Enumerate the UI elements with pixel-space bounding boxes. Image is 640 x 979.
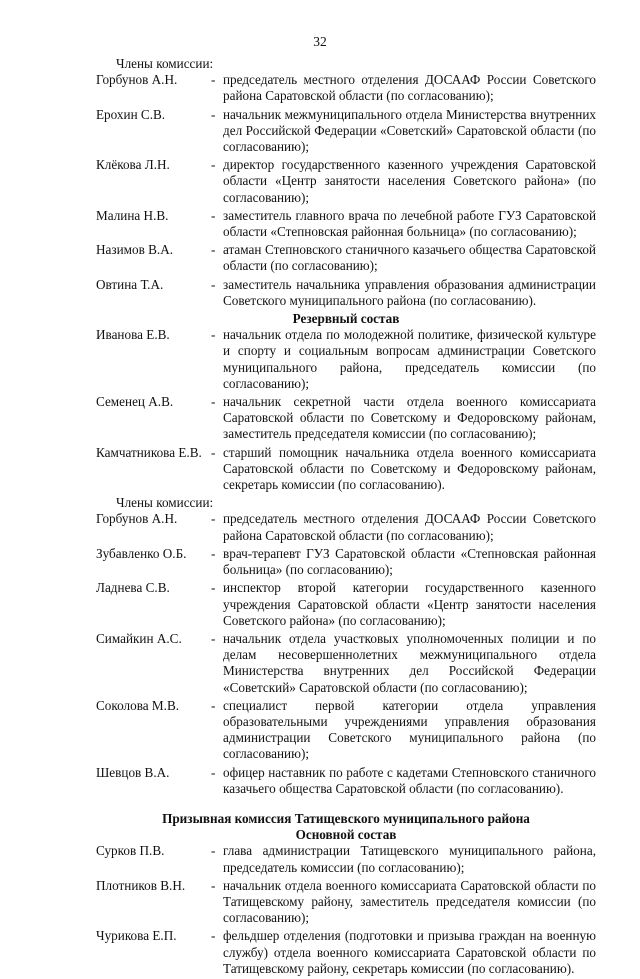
member-entry bbox=[96, 580, 596, 629]
dash-separator: - bbox=[211, 928, 216, 944]
member-position: специалист первой категории отдела управления образовательными учреждениями управления образования администрации Советского муниципального района (по согласованию); bbox=[223, 697, 596, 762]
member-entry bbox=[96, 242, 596, 274]
member-name: Плотников В.Н. bbox=[96, 877, 186, 893]
main-composition-list bbox=[96, 843, 596, 977]
member-entry bbox=[96, 511, 596, 543]
reserve-list bbox=[96, 327, 596, 493]
members-label: Члены комиссии: bbox=[116, 56, 214, 71]
dash-separator: - bbox=[211, 157, 216, 173]
dash-separator: - bbox=[211, 697, 216, 713]
member-name: Горбунов А.Н. bbox=[96, 511, 178, 527]
member-name: Камчатникова Е.В. bbox=[96, 444, 202, 460]
member-name: Ладнева С.В. bbox=[96, 580, 170, 596]
member-name: Семенец А.В. bbox=[96, 394, 174, 410]
reserve-heading: Резервный состав bbox=[292, 311, 400, 327]
dash-separator: - bbox=[211, 327, 216, 343]
member-position: врач-терапевт ГУЗ Саратовской области «Степновская районная больница» (по согласованию); bbox=[223, 545, 596, 578]
dash-separator: - bbox=[211, 545, 216, 561]
section-subtitle: Основной состав bbox=[295, 827, 397, 843]
member-name: Малина Н.В. bbox=[96, 207, 169, 223]
member-entry bbox=[96, 107, 596, 156]
member-position: старший помощник начальника отдела военного комиссариата Саратовской области по Советскому и Федоровскому районам, секретарь комиссии (по согласованию). bbox=[223, 444, 596, 493]
member-name: Шевцов В.А. bbox=[96, 764, 170, 780]
member-position: начальник отдела участковых уполномоченных полиции и по делам несовершеннолетних межмуниципального отдела Министерства внутренних дел Российской Федерации «Советский» Саратовской области (по согласованию); bbox=[223, 630, 596, 695]
member-entry bbox=[96, 208, 596, 240]
dash-separator: - bbox=[211, 394, 216, 410]
dash-separator: - bbox=[211, 72, 216, 88]
dash-separator: - bbox=[211, 764, 216, 780]
member-name: Клёкова Л.Н. bbox=[96, 157, 170, 173]
member-entry bbox=[96, 843, 596, 875]
member-position: инспектор второй категории государственного казенного учреждения Саратовской области «Центр занятости населения Советского района» (по согласованию); bbox=[223, 580, 596, 628]
page-number: 32 bbox=[313, 34, 327, 49]
member-name: Сурков П.В. bbox=[96, 843, 165, 859]
member-position: глава администрации Татищевского муниципального района, председатель комиссии (по согласованию); bbox=[223, 843, 596, 875]
member-entry bbox=[96, 546, 596, 578]
member-name: Горбунов А.Н. bbox=[96, 72, 178, 88]
document-content bbox=[96, 56, 596, 979]
member-name: Назимов В.А. bbox=[96, 242, 174, 258]
member-position: начальник отдела по молодежной политике, физической культуре и спорту и социальным вопросам администрации Советского муниципального района, председатель комиссии (по согласованию); bbox=[223, 327, 596, 391]
member-entry bbox=[96, 928, 596, 977]
dash-separator: - bbox=[211, 877, 216, 893]
dash-separator: - bbox=[211, 276, 216, 292]
member-entry bbox=[96, 72, 596, 104]
member-position: офицер наставник по работе с кадетами Степновского станичного казачьего общества Саратовской области (по согласованию). bbox=[223, 764, 596, 796]
member-name: Ерохин С.В. bbox=[96, 106, 166, 122]
member-name: Зубавленко О.Б. bbox=[96, 545, 187, 561]
member-entry bbox=[96, 327, 596, 392]
member-position: начальник межмуниципального отдела Министерства внутренних дел Российской Федерации «Советский» Саратовской области (по согласованию); bbox=[223, 106, 596, 155]
member-entry bbox=[96, 698, 596, 763]
member-position: председатель местного отделения ДОСААФ России Советского района Саратовской области (по согласованию); bbox=[223, 72, 596, 104]
dash-separator: - bbox=[211, 580, 216, 596]
dash-separator: - bbox=[211, 242, 216, 258]
dash-separator: - bbox=[211, 444, 216, 460]
member-position: начальник отдела военного комиссариата Саратовской области по Татищевскому району, заместитель председателя комиссии (по согласованию); bbox=[223, 877, 596, 926]
member-position: заместитель начальника управления образования администрации Советского муниципального района (по согласованию). bbox=[223, 276, 596, 308]
dash-separator: - bbox=[211, 511, 216, 527]
member-entry bbox=[96, 277, 596, 309]
member-entry bbox=[96, 878, 596, 927]
reserve-members-label: Члены комиссии: bbox=[116, 495, 214, 511]
member-position: директор государственного казенного учреждения Саратовской области «Центр занятости населения Советского района» (по согласованию); bbox=[223, 157, 596, 205]
dash-separator: - bbox=[211, 106, 216, 122]
members-list bbox=[96, 72, 596, 309]
member-position: фельдшер отделения (подготовки и призыва граждан на военную службу) отдела военного комиссариата Саратовской области по Татищевскому району, секретарь комиссии (по согласованию). bbox=[223, 928, 596, 976]
member-name: Овтина Т.А. bbox=[96, 276, 164, 292]
member-entry bbox=[96, 765, 596, 797]
member-entry bbox=[96, 631, 596, 696]
member-entry bbox=[96, 445, 596, 494]
member-name: Чурикова Е.П. bbox=[96, 928, 177, 944]
member-entry bbox=[96, 157, 596, 206]
member-position: начальник секретной части отдела военного комиссариата Саратовской области по Советскому и Федоровскому районам, заместитель председателя комиссии (по согласованию); bbox=[223, 394, 596, 442]
member-name: Иванова Е.В. bbox=[96, 327, 170, 343]
dash-separator: - bbox=[211, 207, 216, 223]
dash-separator: - bbox=[211, 843, 216, 859]
section-title: Призывная комиссия Татищевского муниципального района bbox=[162, 810, 530, 826]
member-position: заместитель главного врача по лечебной работе ГУЗ Саратовской области «Степновская районная больница» (по согласованию); bbox=[223, 207, 596, 240]
member-name: Соколова М.В. bbox=[96, 697, 180, 713]
reserve-members-list bbox=[96, 511, 596, 796]
dash-separator: - bbox=[211, 630, 216, 646]
member-name: Симайкин А.С. bbox=[96, 630, 182, 646]
member-position: атаман Степновского станичного казачьего общества Саратовской области (по согласованию); bbox=[223, 242, 596, 274]
member-entry bbox=[96, 394, 596, 443]
member-position: председатель местного отделения ДОСААФ России Советского района Саратовской области (по согласованию); bbox=[223, 511, 596, 543]
